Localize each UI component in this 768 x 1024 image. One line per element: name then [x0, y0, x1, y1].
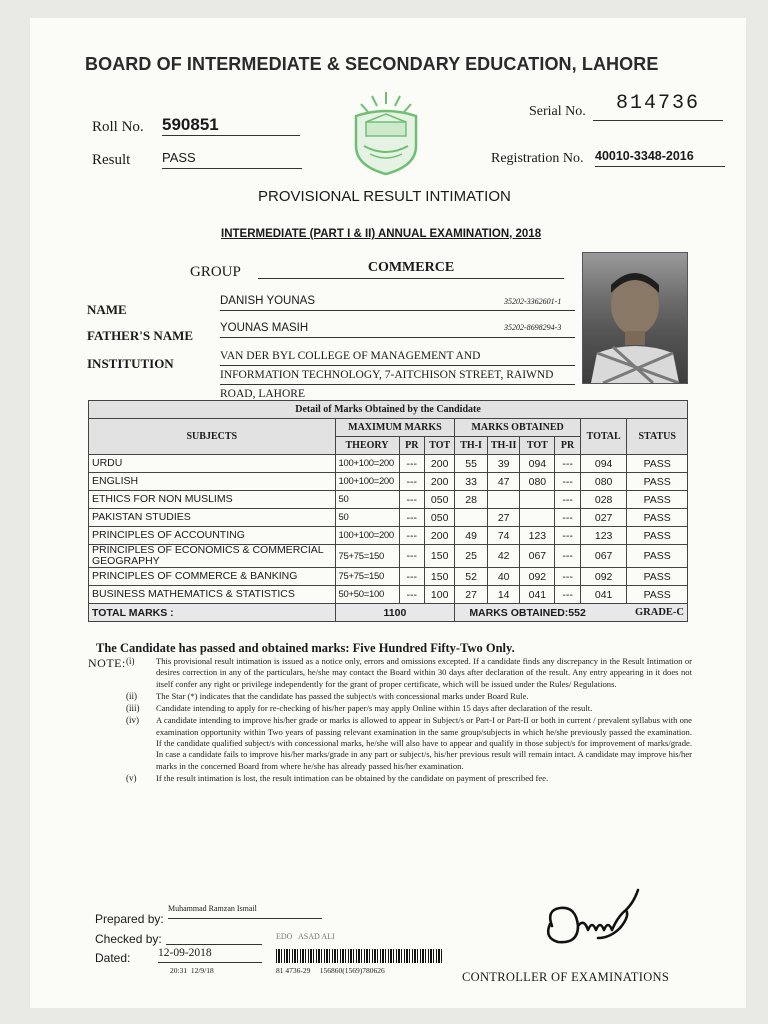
pr2-cell: --- — [555, 527, 581, 545]
pr2-cell: --- — [555, 491, 581, 509]
theory-cell: 75+75=150 — [335, 568, 399, 586]
header-pr: PR — [399, 437, 425, 455]
note-item — [126, 656, 692, 690]
note-text: Candidate intending to apply for re-checking of his/her paper/s may apply Online within 15 days after declaration of the result. — [156, 703, 593, 714]
board-title: BOARD OF INTERMEDIATE & SECONDARY EDUCATION, LAHORE — [85, 54, 659, 74]
note-item — [126, 691, 692, 702]
tot-cell: 150 — [425, 545, 455, 568]
note-text: This provisional result intimation is issued as a notice only, errors and omissions excepted. If a candidate finds any discrepancy in the Result Intimation or desires correction in any of the particulars, he/she may contact the Board within 30 days after declaration of the result. Any entry appearing in it does not itself confer any right or privilege independently for the grant of proper certificate, which will be issued under the Rules/ Regulations. — [156, 656, 692, 689]
group-value: COMMERCE — [258, 260, 564, 279]
header-tot: TOT — [425, 437, 455, 455]
tot-cell: 100 — [425, 586, 455, 604]
th1-cell: 49 — [455, 527, 488, 545]
table-row — [89, 491, 688, 509]
table-row — [89, 568, 688, 586]
header-th1: TH-I — [455, 437, 488, 455]
institution-value — [220, 347, 575, 403]
subject-cell: ENGLISH — [89, 473, 336, 491]
tot-cell: 200 — [425, 527, 455, 545]
subject-cell: PRINCIPLES OF COMMERCE & BANKING — [89, 568, 336, 586]
total-cell: 028 — [580, 491, 627, 509]
note-text: A candidate intending to improve his/her grade or marks is allowed to appear in Subject/s or Part-I or Part-II or both in current / prevalent syllabus with one examination opportunity within Two years of passing relevant examination in the same group/subjects in which he/she previously passed the examination. If the candidate qualified subject/s with concessional marks, he/she will also have to appear and qualify in those subject/s for improvement of marks/grade. In case a candidate fails to improve his/her marks/grade in any part or subject/s, his/her previous result will remain intact. A candidate may improve his/her marks in the concerned Board from where he/she has already passed his/her examination. — [156, 715, 692, 771]
th2-cell: 39 — [487, 455, 520, 473]
table-row — [89, 473, 688, 491]
institution-line-2: INFORMATION TECHNOLOGY, 7-AITCHISON STREET, RAIWND — [220, 366, 575, 385]
table-row — [89, 455, 688, 473]
exam-title: INTERMEDIATE (PART I & II) ANNUAL EXAMINATION, 2018 — [221, 228, 542, 240]
tot-cell: 200 — [425, 473, 455, 491]
th2-cell: 40 — [487, 568, 520, 586]
th1-cell: 27 — [455, 586, 488, 604]
total-marks-value: 1100 — [335, 604, 455, 622]
dated-label: Dated: — [95, 951, 131, 965]
note-number: (ii) — [126, 690, 137, 701]
tot2-cell: 094 — [520, 455, 555, 473]
roll-label: Roll No. — [92, 119, 144, 135]
institution-label: INSTITUTION — [87, 356, 174, 371]
tot2-cell — [520, 491, 555, 509]
header-marks-obtained: MARKS OBTAINED — [455, 419, 581, 437]
pr2-cell: --- — [555, 568, 581, 586]
marks-obtained-label: MARKS OBTAINED: — [469, 606, 569, 619]
th1-cell: 52 — [455, 568, 488, 586]
note-number: (iii) — [126, 703, 140, 714]
theory-cell: 50 — [335, 509, 399, 527]
summary-text: The Candidate has passed and obtained marks: Five Hundred Fifty-Two Only. — [96, 641, 515, 655]
grade-value: GRADE-C — [635, 606, 684, 618]
notes-list — [126, 656, 692, 785]
note-item — [126, 773, 692, 784]
header-status: STATUS — [627, 419, 688, 455]
subject-cell: BUSINESS MATHEMATICS & STATISTICS — [89, 586, 336, 604]
pr2-cell: --- — [555, 473, 581, 491]
group-label: GROUP — [190, 264, 241, 280]
note-number: (i) — [126, 656, 135, 666]
tot-cell: 200 — [425, 455, 455, 473]
th1-cell: 28 — [455, 491, 488, 509]
status-cell: PASS — [627, 509, 688, 527]
pr-cell: --- — [399, 473, 425, 491]
tot2-cell: 092 — [520, 568, 555, 586]
serial-value: 814736 — [593, 92, 723, 121]
status-cell: PASS — [627, 586, 688, 604]
timestamp: 20:31 12/9/18 — [170, 966, 214, 975]
tot2-cell: 067 — [520, 545, 555, 568]
th1-cell: 33 — [455, 473, 488, 491]
table-row — [89, 527, 688, 545]
th2-cell: 42 — [487, 545, 520, 568]
father-value: YOUNAS MASIH — [220, 322, 575, 338]
pr2-cell: --- — [555, 545, 581, 568]
name-label: NAME — [87, 302, 127, 317]
total-marks-label: TOTAL MARKS : — [89, 604, 336, 622]
total-cell: 080 — [580, 473, 627, 491]
note-item — [126, 715, 692, 771]
note-item — [126, 703, 692, 714]
checked-line — [166, 930, 262, 945]
pr-cell: --- — [399, 586, 425, 604]
tot-cell: 150 — [425, 568, 455, 586]
table-row — [89, 545, 688, 568]
registration-label: Registration No. — [491, 151, 584, 166]
th2-cell: 74 — [487, 527, 520, 545]
pr-cell: --- — [399, 545, 425, 568]
pr2-cell: --- — [555, 509, 581, 527]
note-text: The Star (*) indicates that the candidate has passed the subject/s with concessional marks under Board Rule. — [156, 690, 529, 701]
barcode-text: 81 4736-29 156860(1569)780626 — [276, 966, 385, 975]
header-total: TOTAL — [580, 419, 627, 455]
theory-cell: 75+75=150 — [335, 545, 399, 568]
theory-cell: 100+100=200 — [335, 455, 399, 473]
note-number: (v) — [126, 772, 137, 783]
pr-cell: --- — [399, 509, 425, 527]
tot-cell: 050 — [425, 491, 455, 509]
pr2-cell: --- — [555, 586, 581, 604]
marks-obtained-cell — [455, 604, 688, 622]
total-cell: 067 — [580, 545, 627, 568]
result-value: PASS — [162, 150, 302, 169]
tot2-cell: 080 — [520, 473, 555, 491]
status-cell: PASS — [627, 491, 688, 509]
note-text: If the result intimation is lost, the result intimation can be obtained by the candidate on payment of prescribed fee. — [156, 772, 549, 783]
result-document — [30, 18, 746, 1008]
checked-label: Checked by: — [95, 932, 162, 946]
board-logo-icon — [346, 88, 426, 178]
prepared-label: Prepared by: — [95, 912, 164, 926]
tot2-cell — [520, 509, 555, 527]
name-value: DANISH YOUNAS — [220, 295, 575, 311]
status-cell: PASS — [627, 545, 688, 568]
status-cell: PASS — [627, 473, 688, 491]
subject-cell: PRINCIPLES OF ECONOMICS & COMMERCIAL GEOGRAPHY — [89, 545, 336, 568]
header-subjects: SUBJECTS — [89, 419, 336, 455]
header-pr2: PR — [555, 437, 581, 455]
th1-cell: 55 — [455, 455, 488, 473]
father-label: FATHER'S NAME — [87, 328, 194, 343]
pr-cell: --- — [399, 527, 425, 545]
th1-cell — [455, 509, 488, 527]
controller-signature — [538, 880, 648, 960]
serial-label: Serial No. — [529, 104, 586, 119]
th1-cell: 25 — [455, 545, 488, 568]
name-cnic: 35202-3362601-1 — [504, 297, 562, 306]
total-cell: 092 — [580, 568, 627, 586]
th2-cell — [487, 491, 520, 509]
theory-cell: 50+50=100 — [335, 586, 399, 604]
checked-value: EDO ASAD ALI — [276, 932, 335, 941]
table-row — [89, 509, 688, 527]
header-max-marks: MAXIMUM MARKS — [335, 419, 455, 437]
header-tot2: TOT — [520, 437, 555, 455]
pr2-cell: --- — [555, 455, 581, 473]
th2-cell: 14 — [487, 586, 520, 604]
note-number: (iv) — [126, 715, 139, 726]
registration-value: 40010-3348-2016 — [595, 149, 725, 167]
note-label: NOTE: — [88, 656, 126, 670]
total-cell: 041 — [580, 586, 627, 604]
candidate-photo — [582, 252, 688, 384]
theory-cell: 100+100=200 — [335, 473, 399, 491]
total-cell: 094 — [580, 455, 627, 473]
doc-title: PROVISIONAL RESULT INTIMATION — [258, 188, 511, 205]
th2-cell: 27 — [487, 509, 520, 527]
subject-cell: PRINCIPLES OF ACCOUNTING — [89, 527, 336, 545]
total-cell: 123 — [580, 527, 627, 545]
table-caption: Detail of Marks Obtained by the Candidate — [89, 401, 688, 419]
subject-cell: URDU — [89, 455, 336, 473]
controller-label: CONTROLLER OF EXAMINATIONS — [462, 970, 670, 984]
tot2-cell: 041 — [520, 586, 555, 604]
theory-cell: 100+100=200 — [335, 527, 399, 545]
subject-cell: ETHICS FOR NON MUSLIMS — [89, 491, 336, 509]
roll-value: 590851 — [162, 115, 300, 136]
tot2-cell: 123 — [520, 527, 555, 545]
pr-cell: --- — [399, 491, 425, 509]
barcode — [276, 949, 442, 963]
result-label: Result — [92, 152, 131, 168]
subject-cell: PAKISTAN STUDIES — [89, 509, 336, 527]
th2-cell: 47 — [487, 473, 520, 491]
marks-table — [88, 400, 688, 622]
header-theory: THEORY — [335, 437, 399, 455]
marks-table-container — [88, 400, 688, 622]
institution-line-3: ROAD, LAHORE — [220, 388, 305, 400]
tot-cell: 050 — [425, 509, 455, 527]
status-cell: PASS — [627, 455, 688, 473]
total-cell: 027 — [580, 509, 627, 527]
father-cnic: 35202-8698294-3 — [504, 323, 562, 332]
institution-line-1: VAN DER BYL COLLEGE OF MANAGEMENT AND — [220, 347, 575, 366]
theory-cell: 50 — [335, 491, 399, 509]
dated-value: 12-09-2018 — [158, 947, 262, 963]
table-row — [89, 586, 688, 604]
status-cell: PASS — [627, 527, 688, 545]
pr-cell: --- — [399, 455, 425, 473]
status-cell: PASS — [627, 568, 688, 586]
marks-obtained-value: 552 — [568, 606, 586, 619]
header-th2: TH-II — [487, 437, 520, 455]
pr-cell: --- — [399, 568, 425, 586]
prepared-value: Muhammad Ramzan Ismail — [168, 904, 322, 919]
